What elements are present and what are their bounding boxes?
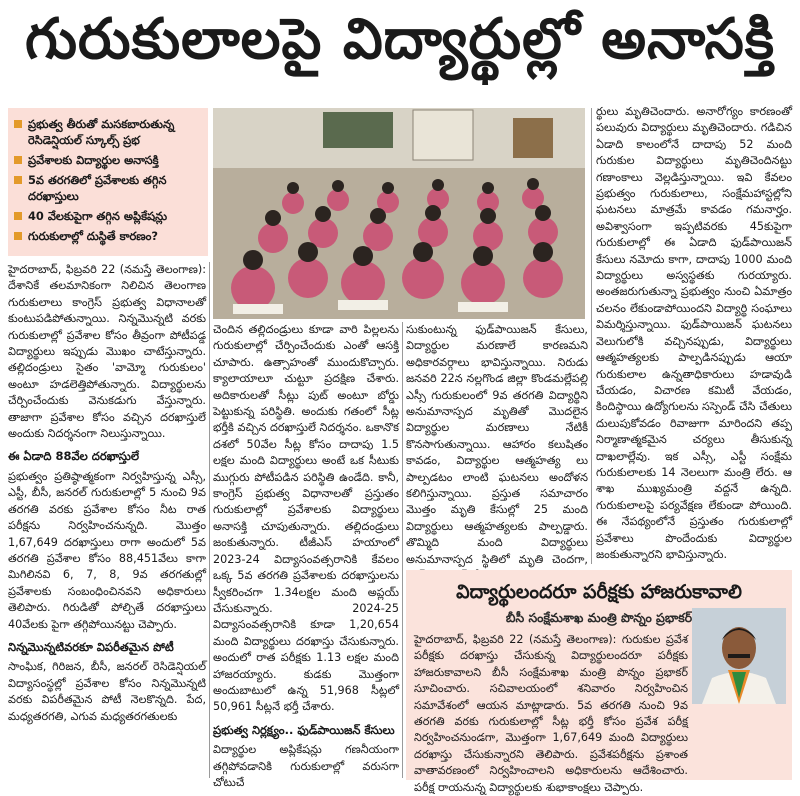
square-bullet-icon (14, 156, 22, 164)
box-title: విద్యార్థులందరూ పరీక్షకు హాజరుకావాలి (456, 581, 742, 603)
classroom-photo-image (213, 108, 585, 319)
highlight-item: ప్రభుత్వ తీరుతో మసకబారుతున్న రెసిడెన్షియల్ స్కూల్స్ ప్రభ (14, 116, 202, 148)
column-divider (591, 108, 592, 564)
highlight-item: 5వ తరగతిలో ప్రవేశాలకు తగ్గిన దరఖాస్తులు (14, 172, 202, 204)
paragraph: విద్యార్థుల అప్లికేషన్లు గణనీయంగా తగ్గిపోవడానికి గురుకులాల్లో వరుసగా చోటుచే (213, 743, 399, 789)
square-bullet-icon (14, 232, 22, 240)
column-3 (406, 322, 588, 564)
subheading: ప్రభుత్వ నిర్లక్ష్యం.. ఫుడ్‌పాయిజన్ కేసులు (213, 722, 395, 737)
column-divider (402, 322, 403, 778)
paragraph: హైదరాబాద్, ఫిబ్రవరి 22 (నమస్తే తెలంగాణ): గురుకుల ప్రవేశ పరీక్షకు దరఖాస్తు చేసుకున్న విద్యార్థులందరూ పరీక్షకు హాజరుకావాలని బీసీ సంక్షేమశాఖ మంత్రి పొన్నం ప్రభాకర్ సూచించారు. సచివాలయంలో శనివారం నిర్వహించిన సమావేశంలో ఆయన మాట్లాడారు. 5వ తరగతి నుంచి 9వ తరగతి వరకు గురుకులాల్లో సీట్ల భర్తీ కోసం ప్రవేశ పరీక్ష నిర్వహించనుండగా, మొత్తంగా 1,67,649 మంది విద్యార్థులు దరఖాస్తు చేసుకున్నారని తెలిపారు. ప్రవేశపరీక్షను ప్రశాంత వాతావరణంలో నిర్వహించాలని అధికారులను ఆదేశించారు. పరీక్ష రాయనున్న విద్యార్థులకు శుభాకాంక్షలు చెప్పారు. (414, 633, 688, 794)
highlight-item: ప్రవేశాలకు విద్యార్థుల అనాసక్తి (14, 152, 202, 168)
classroom-photo (213, 108, 585, 319)
paragraph: సాంఘిక, గిరిజన, బీసీ, జనరల్ రెసిడెన్షియల్ విద్యాసంస్థల్లో ప్రవేశాల కోసం నిన్నమొన్నటి వరకు విపరీతమైన పోటీ నెలకొన్నది. పేద, మధ్యతరగతి, ఎగువ మధ్యతరగతులకు (8, 660, 206, 723)
highlight-item: గురుకులాల్లో దుస్థితే కారణం? (14, 228, 202, 244)
box-subtitle: బీసీ సంక్షేమశాఖ మంత్రి పొన్నం ప్రభాకర్ (505, 610, 693, 625)
portrait-image (692, 608, 786, 704)
column-1 (8, 262, 206, 780)
subheading: నిన్నమొన్నటివరకూ విపరీతమైన పోటీ (8, 639, 174, 654)
column-divider (209, 262, 210, 778)
square-bullet-icon (14, 212, 22, 220)
paragraph: చెందిన తల్లిదండ్రులు కూడా వారి పిల్లలను గురుకులాల్లో చేర్పించేందుకు ఎంతో ఆసక్తి చూపారు. ఉత్సాహంతో ముందుకొచ్చారు. క్యాలాయాలూ చుట్టూ ప్రదక్షిణ చేశారు. అదికారులతో సీట్లు పుట్ అంటూ బోర్డు పెట్టుకున్న పరిస్థితి. అందుకు గతంలో సీట్ల భర్తీకి వచ్చిన దరఖాస్తులే నిదర్శనం. ఒకానొక దశలో 50వేల సీట్ల కోసం దాదాపు 1.5 లక్షల మంది విద్యార్థులు అంటే ఒక సీటుకు ముగ్గురు పోటీపడిన పరిస్థితి ఉండేది. కానీ, కాంగ్రెస్ ప్రభుత్వ విధానాలతో ప్రస్తుతం గురుకులాల్లో ప్రవేశాలకు విద్యార్థులు అనాసక్తి చూపుతున్నారు. తల్లిదండ్రులు జంకుతున్నారు. టీజీఎస్ హయాంలో 2023-24 విద్యాసంవత్సరానికి కేవలం ఒక్క 5వ తరగతి ప్రవేశాలకు దరఖాస్తులను స్వీకరించగా 1.34లక్షల మంది అప్లయ్ చేసుకున్నారు. 2024-25 విద్యాసంవత్సరానికి కూడా 1,20,654 మంది విద్యార్థులు దరఖాస్తు చేసుకున్నారు. అందులో రాత పరీక్షకు 1.13 లక్షల మంది హాజరయ్యారు. కుడకు మొత్తంగా అందుబాటులో ఉన్న 51,968 సీట్లలో 50,961 సీట్లనే భర్తీ చేశారు. (213, 323, 399, 714)
column-2 (213, 322, 399, 789)
paragraph: సుకుంటున్న ఫుడ్‌పాయిజన్ కేసులు, విద్యార్థుల మరణాలే కారణమని అధికారవర్గాలు భావిస్తున్నాయి. నిరుడు జనవరి 22న నల్లగొండ జిల్లా కొండమల్లేపల్లి ఎస్సీ గురుకులంలో 9వ తరగతి విద్యార్థిని అనుమానాస్పద మృతితో మొదలైన విద్యార్థుల మరణాలు నేటికీ కొనసాగుతున్నాయి. ఆహారం కలుషితం కావడం, విద్యార్థుల ఆత్మహత్య లు పాల్పడటం లాంటి ఘటనలు అందోళన కలిగిస్తున్నాయి. ప్రస్తుత సమాచారం మొత్తం మృతి కేసుల్లో 25 మంది విద్యార్థులు ఆత్మహత్యలకు పాల్పడ్డారు. తొమ్మిది మంది విద్యార్థులు అనుమానాస్పద స్థితిలో మృతి చెందగా, (406, 323, 588, 566)
paragraph: ర్థులు మృతిచెందారు. అనారోగ్యం కారణంతో పలువురు విద్యార్థులు మృతిచెందారు. గడిచిన ఏడాది కాలంలోనే దాదాపు 52 మంది గురుకుల విద్యార్థులు మృతిచెందినట్టు గణాంకాలు వెల్లడిస్తున్నాయి. ఇవి కేవలం ప్రభుత్వం గురుకులాలు, సంక్షేమహాస్టల్లోని ఘటనలు మాత్రమే కావడం గమనార్హం. అవిశ్వాసంగా ఇప్పటివరకు 45కుపైగా గురుకులాల్లో ఈ ఏడాది ఫుడ్‌పాయిజన్ కేసులు నమోదు కాగా, దాదాపు 1000 మంది విద్యార్థులు అస్వస్థతకు గురయ్యారు. అంతజరుగుతున్నా ప్రభుత్వం నుంచి ఏమాత్రం చలనం లేకుండాపోయిందని విద్యార్థి సంఘాలు విమర్శిస్తున్నాయి. ఫుడ్‌పాయిజన్ ఘటనలు వెలుగులోకి వచ్చినప్పుడు, విద్యార్థులు ఆత్మహత్యలకు పాల్పడినప్పుడు ఆయా గురుకులాల ఉన్నతాధికారులు హడావుడి చేయడం, విచారణ కమిటీ వేయడం, కిందిస్థాయి ఉద్యోగులను సస్పెండ్ చేసి చేతులు దులుపుకోవడం రివాజుగా మారిందని తప్ప నిర్మాణాత్మకమైన చర్యలు తీసుకున్న దాఖలాల్లేవు. ఇక ఎస్సీ, ఎస్టీ సంక్షేమ గురుకులాలకు 14 నెలలుగా మంత్రి లేరు. ఆ శాఖ ముఖ్యమంత్రి వద్దనే ఉన్నది. గురుకులాలపై పర్యవేక్షణ లేకుండా పోయింది. ఈ నేపథ్యంలోనే ప్రస్తుతం గురుకులాల్లో ప్రవేశాలు పొందేందుకు విద్యార్థుల జంకుతున్నారని భావిస్తున్నారు. (596, 105, 792, 561)
square-bullet-icon (14, 120, 22, 128)
paragraph: హైదరాబాద్, ఫిబ్రవరి 22 (నమస్తే తెలంగాణ): దేశానికే తలమానికంగా నిలిచిన తెలంగాణ గురుకులాలు కాంగ్రెస్ ప్రభుత్వ విధానాలతో కుంటుపడిపోతున్నాయి. నిన్నమొన్నటి వరకు గురుకులాల్లో ప్రవేశాల కోసం తీవ్రంగా పోటీపడ్డ విద్యార్థులు ఇప్పుడు మొఖం చాటేస్తున్నారు. తల్లిదండ్రులు సైతం 'వామ్మో గురుకులం' అంటూ హడలెత్తిపోతున్నారు. విద్యార్థులను చేర్పించేందుకు వెనుకడుగు వేస్తున్నారు. తాజాగా ప్రవేశాల కోసం వచ్చిన దరఖాస్తులే అందుకు నిదర్శనంగా నిలుస్తున్నాయి. (8, 263, 206, 441)
subheading: ఈ ఏడాది 88వేల దరఖాస్తులే (8, 449, 139, 464)
box-text (414, 632, 688, 794)
square-bullet-icon (14, 176, 22, 184)
headline: గురుకులాలపై విద్యార్థుల్లో అనాసక్తి (24, 6, 776, 72)
highlights-box (8, 108, 208, 256)
column-4 (596, 104, 792, 564)
paragraph: ప్రభుత్వం ప్రతిష్ఠాత్మకంగా నిర్వహిస్తున్న ఎస్సీ, ఎస్టీ, బీసీ, జనరల్ గురుకులాల్లో 5 నుంచి 9వ తరగతి వరకు ప్రవేశాల కోసం నీట రాత పరీక్షను నిర్వహించనున్నది. మొత్తం 1,67,649 దరఖాస్తులు రాగా అందులో 5వ తరగతి ప్రవేశాల కోసం 88,451వేలు కాగా మిగిలినవి 6, 7, 8, 9వ తరగతుల్లో ప్రవేశాలకు సంబంధించినవని అధికారులు తెలిపారు. గిరుడితో పోల్చితే దరఖాస్తులు 40వేలకు పైగా తగ్గిపోయినట్టు చెప్పారు. (8, 469, 206, 631)
highlight-item: 40 వేలకుపైగా తగ్గిన అప్లికేషన్లు (14, 208, 202, 224)
minister-portrait (692, 608, 786, 704)
